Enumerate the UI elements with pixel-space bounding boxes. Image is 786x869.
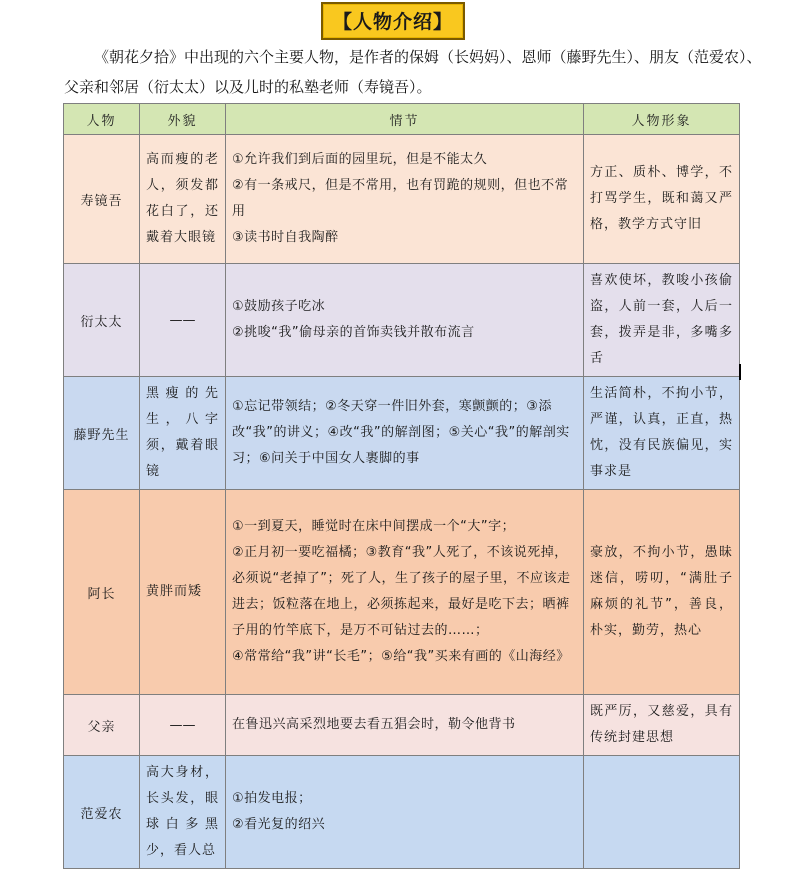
intro-line-1: 《朝花夕拾》中出现的六个主要人物，是作者的保姆（长妈妈）、恩师（藤野先生）、朋友（范爱农）、 [94,48,762,66]
plot-line: ①鼓励孩子吃冰 [232,299,326,314]
cell-name: 阿长 [64,490,140,695]
cell-name: 父亲 [64,695,140,756]
cell-plot [226,490,584,695]
cell-plot [226,264,584,377]
character-table [63,103,740,869]
plot-line: ①允许我们到后面的园里玩，但是不能太久 [232,152,488,167]
cell-image: 喜欢使坏，教唆小孩偷盗，人前一套，人后一套，拨弄是非，多嘴多舌 [584,264,740,377]
plot-line: ①拍发电报； [232,791,312,806]
text-cursor-marker [739,364,741,380]
intro-paragraph [64,42,762,102]
cell-image [584,756,740,869]
cell-plot [226,135,584,264]
intro-line-2: 父亲和邻居（衍太太）以及儿时的私塾老师（寿镜吾）。 [64,78,432,96]
table-row [64,695,740,756]
plot-line: ②正月初一要吃福橘；③教育“我”人死了，不该说死掉，必须说“老掉了”；死了人，生了孩子的屋子里，不应该走进去；饭粒落在地上，必须拣起来，最好是吃下去；晒裤子用的竹竿底下，是万不可钻过去的……； [232,545,571,638]
cell-plot [226,695,584,756]
cell-appearance: 高而瘦的老人，须发都花白了，还戴着大眼镜 [140,135,226,264]
header-plot: 情节 [226,104,584,135]
plot-line: ②挑唆“我”偷母亲的首饰卖钱并散布流言 [232,325,475,340]
cell-plot [226,756,584,869]
plot-line: ②有一条戒尺，但是不常用，也有罚跪的规则，但也不常用 [232,178,569,219]
cell-name: 寿镜吾 [64,135,140,264]
cell-appearance: —— [140,264,226,377]
cell-image: 既严厉，又慈爱，具有传统封建思想 [584,695,740,756]
plot-line: ①一到夏天，睡觉时在床中间摆成一个“大”字； [232,519,516,534]
section-title: 【人物介绍】 [321,2,465,40]
header-character: 人物 [64,104,140,135]
cell-appearance: 黑瘦的先生，八字须，戴着眼镜 [140,377,226,490]
header-appearance: 外貌 [140,104,226,135]
cell-image: 豪放，不拘小节，愚昧迷信，唠叨，“满肚子麻烦的礼节”，善良，朴实，勤劳，热心 [584,490,740,695]
plot-line: ④常常给“我”讲“长毛”；⑤给“我”买来有画的《山海经》 [232,649,570,664]
plot-line: ①忘记带领结；②冬天穿一件旧外套，寒颤颤的；③添改“我”的讲义；④改“我”的解剖图；⑤关心“我”的解剖实习；⑥问关于中国女人裹脚的事 [232,399,570,466]
table-row [64,377,740,490]
cell-plot [226,377,584,490]
cell-appearance: —— [140,695,226,756]
title-wrap [0,2,786,40]
plot-line: ②看光复的绍兴 [232,817,326,832]
cell-image: 生活简朴，不拘小节，严谨，认真，正直，热忱，没有民族偏见，实事求是 [584,377,740,490]
table-row [64,264,740,377]
cell-appearance: 高大身材，长头发，眼球白多黑少，看人总 [140,756,226,869]
cell-appearance: 黄胖而矮 [140,490,226,695]
cell-name: 范爱农 [64,756,140,869]
header-image: 人物形象 [584,104,740,135]
table-row [64,490,740,695]
cell-image: 方正、质朴、博学，不打骂学生，既和蔼又严格，教学方式守旧 [584,135,740,264]
cell-name: 藤野先生 [64,377,140,490]
cell-name: 衍太太 [64,264,140,377]
table-row [64,135,740,264]
plot-line: ③读书时自我陶醉 [232,230,339,245]
plot-line: 在鲁迅兴高采烈地要去看五猖会时，勒令他背书 [232,717,516,732]
table-header-row [64,104,740,135]
table-row [64,756,740,869]
